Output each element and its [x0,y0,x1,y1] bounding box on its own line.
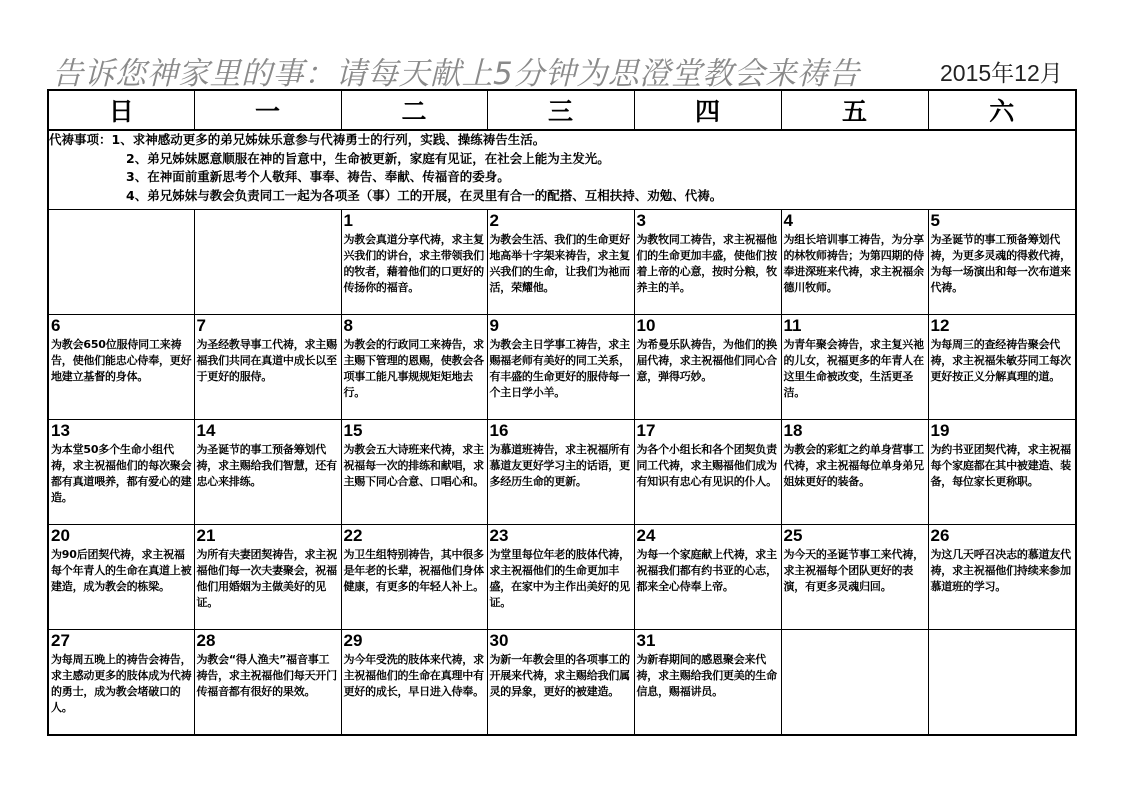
day-number: 21 [196,526,216,545]
day-prayer-text: 为每周三的查经祷告聚会代祷，求主祝福朱敏芬同工每次更好按正义分解真理的道。 [930,338,1071,383]
day-prayer-text: 为青年聚会祷告，求主复兴祂的儿女，祝福更多的年青人在这里生命被改变，生活更圣洁。 [783,338,924,399]
week-row [48,525,1076,630]
day-cell [341,630,487,736]
day-cell [781,315,928,420]
prayer-intentions [48,130,1076,210]
day-number: 14 [196,421,216,440]
day-cell [634,420,781,525]
day-cell [781,420,928,525]
day-number: 3 [636,211,646,230]
day-prayer-text: 为教会650位服侍同工来祷告，使他们能忠心侍奉，更好地建立基督的身体。 [51,338,192,383]
day-cell [487,525,634,630]
day-cell [48,525,194,630]
day-cell [487,315,634,420]
day-number: 25 [783,526,803,545]
intention-line-2: 2、弟兄姊妹愿意顺服在神的旨意中，生命被更新，家庭有见证，在社会上能为主发光。 [126,150,610,166]
day-number: 2 [489,211,499,230]
day-cell [928,420,1076,525]
day-prayer-text: 为希曼乐队祷告，为他们的换届代祷，求主祝福他们同心合意，弹得巧妙。 [636,338,777,383]
day-cell [781,630,928,736]
day-cell [341,210,487,315]
day-prayer-text [49,212,194,214]
day-cell [48,315,194,420]
intention-line-3: 3、在神面前重新思考个人敬拜、事奉、祷告、奉献、传福音的委身。 [126,169,510,184]
week-row [48,630,1076,736]
day-prayer-text: 为教会五大诗班来代祷，求主祝福每一次的排练和献唱，求主赐下同心合意、口唱心和。 [343,443,484,488]
day-prayer-text [929,632,1076,634]
day-cell [194,525,341,630]
day-number: 28 [196,631,216,650]
intention-line-1: 代祷事项：1、求神感动更多的弟兄姊妹乐意参与代祷勇士的行列，实践、操练祷告生活。 [49,132,546,147]
day-prayer-text [195,212,341,214]
weekday-saturday: 六 [928,90,1076,130]
day-number: 17 [636,421,656,440]
day-prayer-text: 为圣诞节的事工预备筹划代祷，为更多灵魂的得救代祷，为每一场演出和每一次布道来代祷。 [930,233,1071,294]
day-number: 13 [51,421,70,440]
day-cell [48,630,194,736]
day-cell [634,210,781,315]
day-cell [48,210,194,315]
day-prayer-text: 为今年受洗的肢体来代祷，求主祝福他们的生命在真理中有更好的成长，早日进入侍奉。 [343,653,484,698]
day-cell [634,315,781,420]
day-cell [341,525,487,630]
day-prayer-text: 为教会的彩虹之约单身营事工代祷，求主祝福每位单身弟兄姐妹更好的装备。 [783,443,924,488]
day-number: 6 [51,316,61,335]
day-prayer-text: 为教会的行政同工来祷告，求主赐下管理的恩赐，使教会各项事工能凡事规规矩矩地去行。 [343,338,484,399]
day-number: 23 [489,526,509,545]
day-prayer-text: 为堂里每位年老的肢体代祷，求主祝福他们的生命更加丰盛，在家中为主作出美好的见证。 [489,548,630,609]
day-number: 1 [343,211,353,230]
day-cell [194,420,341,525]
day-number: 5 [930,211,940,230]
day-number: 8 [343,316,353,335]
day-prayer-text: 为圣经教导事工代祷，求主赐福我们共同在真道中成长以至于更好的服侍。 [196,338,337,383]
weekday-wednesday: 三 [487,90,634,130]
week-row [48,210,1076,315]
day-number: 30 [489,631,509,650]
day-cell [194,315,341,420]
day-cell [928,630,1076,736]
day-prayer-text: 为每周五晚上的祷告会祷告，求主感动更多的肢体成为代祷的勇士，成为教会堵破口的人。 [51,653,192,714]
day-prayer-text: 为所有夫妻团契祷告，求主祝福他们每一次夫妻聚会，祝福他们用婚姻为主做美好的见证。 [196,548,337,609]
day-cell [781,210,928,315]
day-cell [487,210,634,315]
day-cell [634,525,781,630]
day-prayer-text: 为90后团契代祷，求主祝福每个年青人的生命在真道上被建造，成为教会的栋梁。 [51,548,192,593]
weekday-thursday: 四 [634,90,781,130]
day-prayer-text: 为每一个家庭献上代祷，求主祝福我们都有约书亚的心志，都来全心侍奉上帝。 [636,548,777,593]
day-prayer-text: 为教会主日学事工祷告，求主赐福老师有美好的同工关系，有丰盛的生命更好的服侍每一个主日学小羊。 [489,338,630,399]
day-number: 24 [636,526,656,545]
day-cell [928,315,1076,420]
weekday-monday: 一 [194,90,341,130]
day-prayer-text: 为卫生组特别祷告，其中很多是年老的长辈，祝福他们身体健康，有更多的年轻人补上。 [343,548,484,593]
day-prayer-text: 为组长培训事工祷告，为分享的林牧师祷告；为第四期的侍奉进深班来代祷，求主祝福余德川牧师。 [783,233,924,294]
day-cell [487,630,634,736]
day-number: 18 [783,421,803,440]
day-number: 27 [51,631,70,650]
day-number: 11 [783,316,802,335]
weekday-sunday: 日 [48,90,194,130]
day-cell [487,420,634,525]
day-prayer-text: 为教牧同工祷告，求主祝福他们的生命更加丰盛，使他们按着上帝的心意，按时分粮，牧养主的羊。 [636,233,777,294]
intention-line-4: 4、弟兄姊妹与教会负责同工一起为各项圣（事）工的开展，在灵里有合一的配搭、互相扶持、劝勉、代祷。 [126,187,723,203]
day-prayer-text: 为慕道班祷告，求主祝福所有慕道友更好学习主的话语，更多经历生命的更新。 [489,443,630,488]
month-label: 2015年12月 [940,60,1063,86]
day-prayer-text: 为圣诞节的事工预备筹划代祷，求主赐给我们智慧，还有忠心来排练。 [196,443,337,488]
day-prayer-text [782,632,928,634]
day-prayer-text: 为新春期间的感恩聚会来代祷，求主赐给我们更美的生命信息，赐福讲员。 [636,653,777,698]
day-number: 20 [51,526,70,545]
day-number: 16 [489,421,509,440]
day-number: 29 [343,631,363,650]
page-title: 告诉您神家里的事：请每天献上5分钟为思澄堂教会来祷告 [52,56,860,92]
day-prayer-text: 为教会“得人渔夫”福音事工祷告，求主祝福他们每天开门传福音都有很好的果效。 [196,653,337,698]
day-cell [781,525,928,630]
day-number: 7 [196,316,206,335]
day-prayer-text: 为约书亚团契代祷，求主祝福每个家庭都在其中被建造、装备，每位家长更称职。 [930,443,1071,488]
day-prayer-text: 为今天的圣诞节事工来代祷，求主祝福每个团队更好的表演，有更多灵魂归回。 [783,548,924,593]
intentions-row [48,130,1076,210]
day-number: 9 [489,316,499,335]
day-cell [928,210,1076,315]
day-number: 15 [343,421,363,440]
weekday-friday: 五 [781,90,928,130]
day-cell [341,315,487,420]
day-prayer-text: 为本堂50多个生命小组代祷，求主祝福他们的每次聚会都有真道喂养，都有爱心的建造。 [51,443,192,504]
day-number: 4 [783,211,793,230]
day-cell [194,210,341,315]
weekday-tuesday: 二 [341,90,487,130]
day-cell [48,420,194,525]
day-prayer-text: 为各个小组长和各个团契负责同工代祷，求主赐福他们成为有知识有忠心有见识的仆人。 [636,443,777,488]
day-number: 10 [636,316,656,335]
day-number: 22 [343,526,363,545]
day-number: 19 [930,421,950,440]
day-number: 31 [636,631,656,650]
day-cell [928,525,1076,630]
day-prayer-text: 为教会生活、我们的生命更好地高举十字架来祷告，求主复兴我们的生命，让我们为祂而活，荣耀他。 [489,233,630,294]
day-cell [634,630,781,736]
day-cell [341,420,487,525]
day-number: 26 [930,526,950,545]
week-row [48,315,1076,420]
day-number: 12 [930,316,950,335]
day-prayer-text: 为这几天呼召决志的慕道友代祷，求主祝福他们持续来参加慕道班的学习。 [930,548,1071,593]
day-prayer-text: 为教会真道分享代祷，求主复兴我们的讲台，求主带领我们的牧者，藉着他们的口更好的传扬你的福音。 [343,233,484,294]
week-row [48,420,1076,525]
day-cell [194,630,341,736]
prayer-calendar [47,89,1077,736]
weekday-header-row [48,90,1076,130]
day-prayer-text: 为新一年教会里的各项事工的开展来代祷，求主赐给我们属灵的异象，更好的被建造。 [489,653,630,698]
